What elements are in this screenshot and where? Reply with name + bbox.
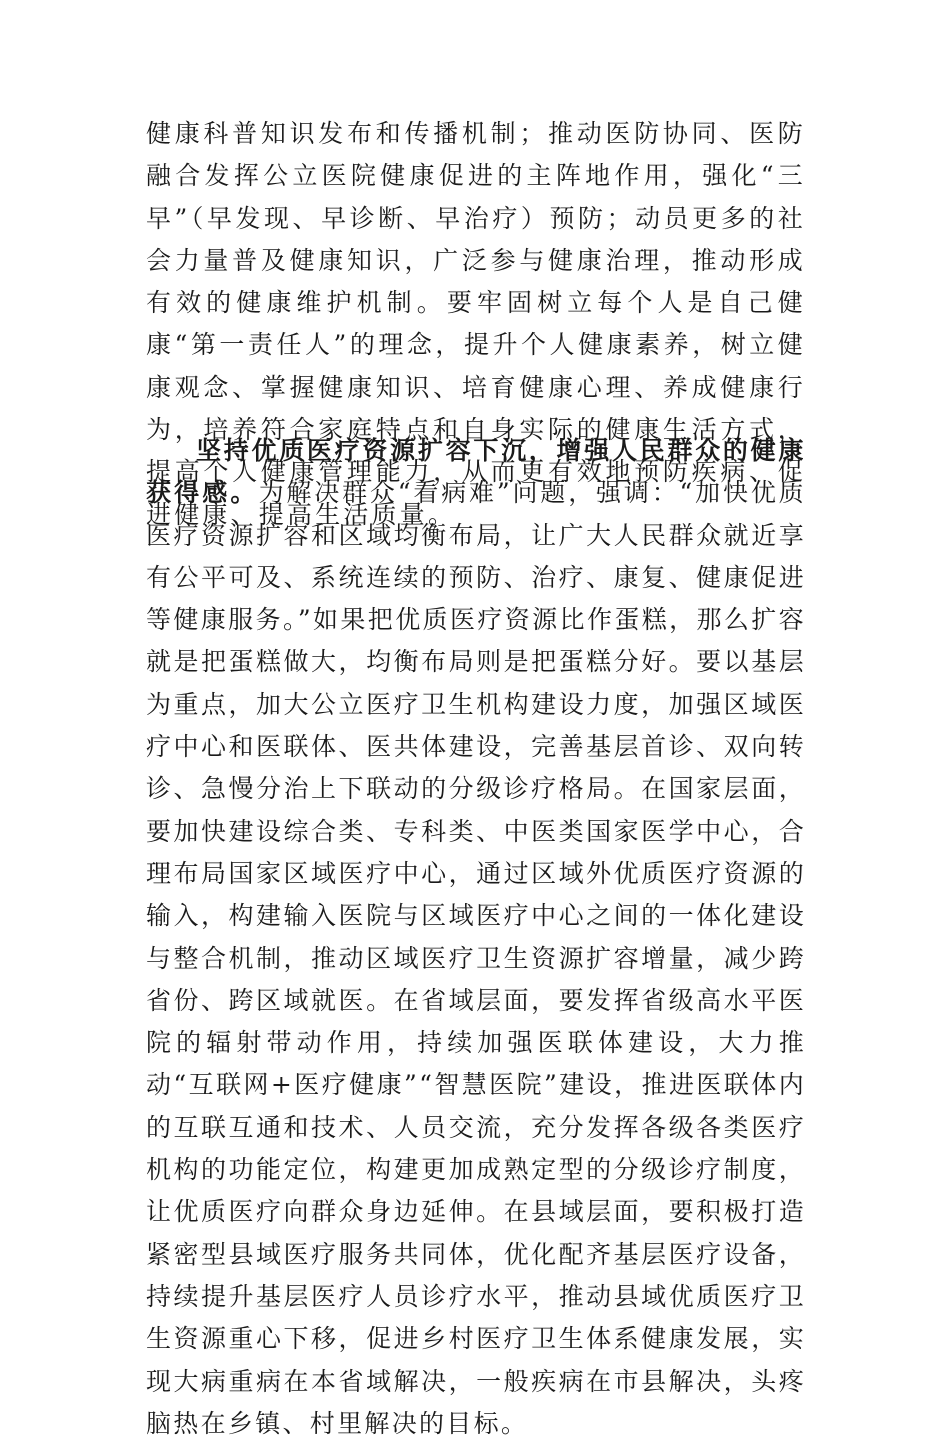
body-paragraph-2	[146, 430, 806, 1445]
paragraph-1-text: 健康科普知识发布和传播机制；推动医防协同、医防融合发挥公立医院健康促进的主阵地作用，强化“三早”（早发现、早诊断、早治疗）预防；动员更多的社会力量普及健康知识，广泛参与健康治理，推动形成有效的健康维护机制。要牢固树立每个人是自己健康“第一责任人”的理念，提升个人健康素养，树立健康观念、掌握健康知识、培育健康心理、养成健康行为，培养符合家庭特点和自身实际的健康生活方式，提高个人健康管理能力，从而更有效地预防疾病、促进健康、提高生活质量。	[146, 119, 806, 529]
paragraph-2-text: 为解决群众“看病难”问题，强调：“加快优质医疗资源扩容和区域均衡布局，让广大人民群众就近享有公平可及、系统连续的预防、治疗、康复、健康促进等健康服务。”如果把优质医疗资源比作蛋糕，那么扩容就是把蛋糕做大，均衡布局则是把蛋糕分好。要以基层为重点，加大公立医疗卫生机构建设力度，加强区域医疗中心和医联体、医共体建设，完善基层首诊、双向转诊、急慢分治上下联动的分级诊疗格局。在国家层面，要加快建设综合类、专科类、中医类国家医学中心，合理布局国家区域医疗中心，通过区域外优质医疗资源的输入，构建输入医院与区域医疗中心之间的一体化建设与整合机制，推动区域医疗卫生资源扩容增量，减少跨省份、跨区域就医。在省域层面，要发挥省级高水平医院的辐射带动作用，持续加强医联体建设，大力推动“互联网+医疗健康”“智慧医院”建设，推进医联体内的互联互通和技术、人员交流，充分发挥各级各类医疗机构的功能定位，构建更加成熟定型的分级诊疗制度，让优质医疗向群众身边延伸。在县域层面，要积极打造紧密型县域医疗服务共同体，优化配齐基层医疗设备，持续提升基层医疗人员诊疗水平，推动县域优质医疗卫生资源重心下移，促进乡村医疗卫生体系健康发展，实现大病重病在本省域解决，一般疾病在市县解决，头疼脑热在乡镇、村里解决的目标。	[146, 478, 806, 1438]
paragraph-2-lead-sentence: 坚持优质医疗资源扩容下沉，增强人民群众的健康获得感。	[146, 436, 806, 508]
